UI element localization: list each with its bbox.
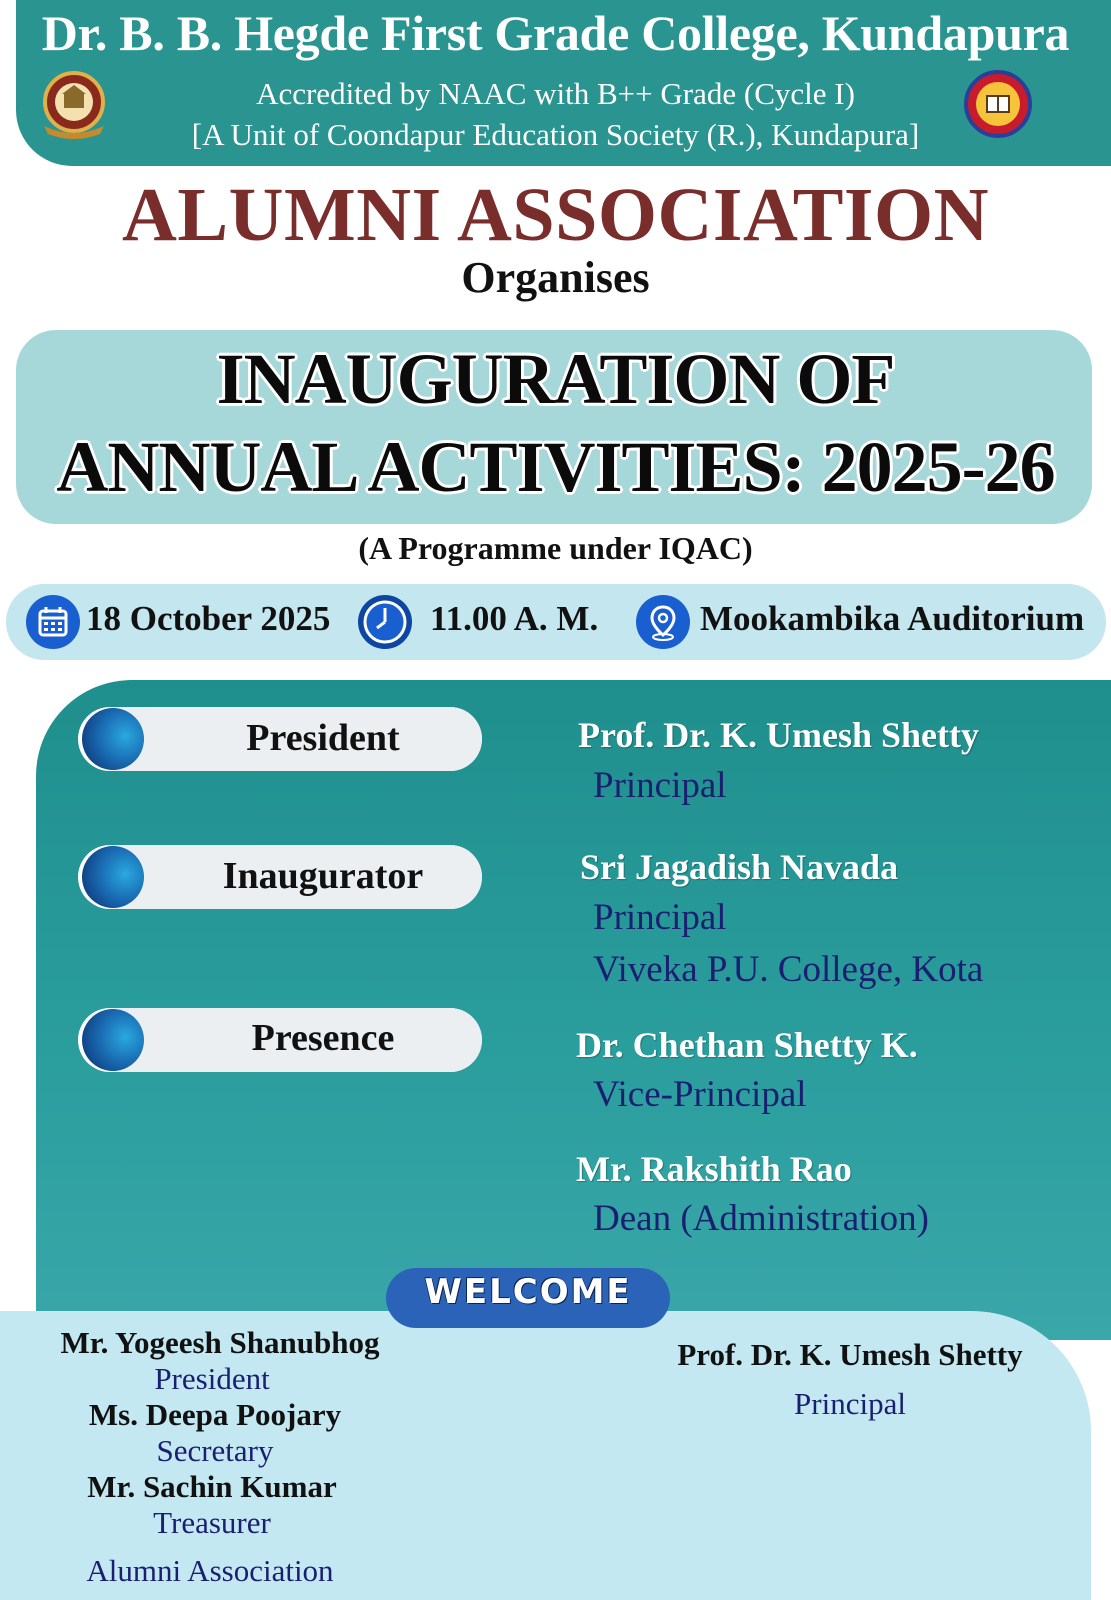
host-role: Secretary bbox=[156, 1433, 274, 1468]
event-date: 18 October 2025 bbox=[86, 599, 331, 638]
guest-designation: Viveka P.U. College, Kota bbox=[593, 949, 984, 990]
principal-name: Prof. Dr. K. Umesh Shetty bbox=[677, 1337, 1023, 1372]
guest-name: Sri Jagadish Navada bbox=[580, 847, 899, 887]
event-title-line-1: INAUGURATION OF bbox=[216, 339, 895, 419]
college-seal-icon bbox=[38, 70, 110, 142]
college-name: Dr. B. B. Hegde First Grade College, Kundapura bbox=[41, 5, 1070, 61]
role-bullet bbox=[82, 846, 144, 908]
event-subtitle: (A Programme under IQAC) bbox=[358, 530, 753, 566]
guest-name: Mr. Rakshith Rao bbox=[576, 1149, 852, 1189]
organiser-title: ALUMNI ASSOCIATION bbox=[122, 173, 989, 257]
host-name: Mr. Sachin Kumar bbox=[87, 1469, 337, 1504]
event-time: 11.00 A. M. bbox=[430, 599, 599, 638]
guest-name: Dr. Chethan Shetty K. bbox=[576, 1025, 918, 1065]
event-venue: Mookambika Auditorium bbox=[700, 599, 1085, 638]
principal-role: Principal bbox=[794, 1386, 906, 1421]
host-role: President bbox=[154, 1361, 270, 1396]
clock-icon bbox=[358, 595, 412, 649]
guest-designation: Principal bbox=[593, 897, 727, 938]
guest-name: Prof. Dr. K. Umesh Shetty bbox=[578, 715, 979, 755]
society-emblem-icon bbox=[962, 68, 1034, 140]
host-role: Treasurer bbox=[153, 1505, 271, 1540]
role-label: President bbox=[246, 717, 400, 759]
role-bullet bbox=[82, 1009, 144, 1071]
hosts-organisation: Alumni Association bbox=[86, 1553, 334, 1588]
organises-text: Organises bbox=[461, 253, 650, 302]
guest-designation: Vice-Principal bbox=[593, 1074, 807, 1115]
host-name: Mr. Yogeesh Shanubhog bbox=[60, 1325, 380, 1360]
role-bullet bbox=[82, 708, 144, 770]
welcome-text: WELCOME bbox=[424, 1272, 632, 1312]
guest-designation: Dean (Administration) bbox=[593, 1198, 929, 1239]
guest-designation: Principal bbox=[593, 765, 727, 806]
calendar-icon bbox=[26, 595, 80, 649]
accreditation-text: Accredited by NAAC with B++ Grade (Cycle I) bbox=[256, 76, 855, 111]
unit-text: [A Unit of Coondapur Education Society (R.), Kundapura] bbox=[191, 117, 920, 152]
role-label: Inaugurator bbox=[222, 855, 424, 897]
role-label: Presence bbox=[251, 1017, 395, 1059]
host-name: Ms. Deepa Poojary bbox=[88, 1397, 342, 1432]
location-pin-icon bbox=[636, 595, 690, 649]
event-title-line-2: ANNUAL ACTIVITIES: 2025-26 bbox=[56, 427, 1055, 507]
